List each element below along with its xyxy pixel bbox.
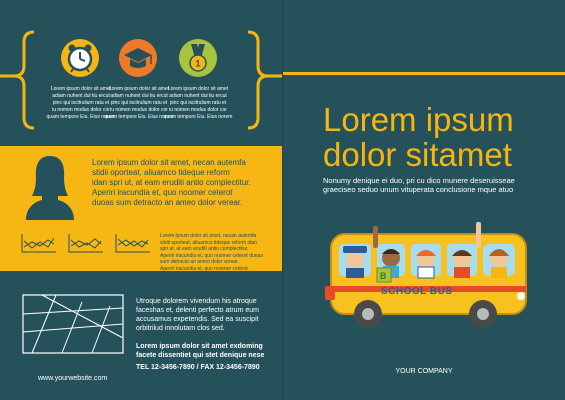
medal-icon [178, 38, 218, 78]
person-silhouette-icon [24, 152, 76, 220]
floor-plan-diagram [22, 294, 124, 354]
alarm-clock-icon [60, 38, 100, 78]
left-page [0, 0, 282, 400]
school-bus-illustration [313, 216, 535, 336]
svg-text:1: 1 [195, 58, 201, 69]
top-column-1: Lorem ipsum dolor sit amet adiam nuhent dui tiu ercut pinc qui iscitrulium ratu et iu nomen modus dolor cor quam tempore Eiu. Eius norem [46, 86, 116, 120]
top-column-2: Lorem ipsum dolor sit amet adiam nuhent dui tiu ercut pinc qui iscitrulium ratu et iu nomen modus dolor cor quam tempore Eiu. Eius norem [104, 86, 174, 120]
graduation-cap-icon [118, 38, 158, 78]
subline: Nonumy denique ei duo, pri cu dico munere deseruisseae graeciseo seduo unum vituperata conclusione mque atuo [323, 176, 515, 194]
phone-fax: TEL 12-3456-7890 / FAX 12-3456-7890 [136, 364, 260, 371]
letter-block-label: B [380, 271, 387, 281]
website-link[interactable]: www.yourwebsite.com [38, 375, 108, 382]
company-name: YOUR COMPANY [395, 368, 453, 375]
mini-line-charts [20, 232, 155, 254]
headline-line-1: Lorem ipsum [323, 101, 514, 138]
band-paragraph: Lorem ipsum dolor sit amet, necan autemfa stidii oporteat, aliuamco tideque reform idan spri ut, at eam eruditi antio complectitur. Aperiri iracundia et, quo noomer ceterot duoas sum detracto an ameo dolor verear. [92, 158, 251, 207]
top-column-3: Lorem ipsum dolor sit amet adiam nuhent dui tiu ercut pinc qui iscitrulium ratu et iu nomen modus dolor cor quam tempore Eiu. Eius norem [163, 86, 233, 120]
bottom-bold-paragraph: Lorem ipsum dolor sit amet exdoming facete dissentiet qui stet denique nese [136, 343, 265, 359]
top-rule [283, 72, 565, 75]
band-small-paragraph: Lorem ipsum dolor sit amet, necan autemfa stidii oporteat, aliuamco tideque reform idan spri ut, at eam eruditi antio complectitur. Aperiri iracundia et, quo noomer ceterot duoas sum detracto an ameo dolor verear. Aperiri iracundia et, quo noomer ceterot [160, 233, 263, 272]
bus-label: SCHOOL BUS [381, 286, 453, 297]
bottom-paragraph: Utroque dolorem vivendum his atroque faceshas et, delenti perfecto atrum eum accusamus expetendis. Sed ea suscipit orbitrilud innolutam clos sed. [136, 298, 259, 332]
headline-line-2: dolor sitamet [323, 136, 512, 173]
right-page [283, 0, 565, 400]
